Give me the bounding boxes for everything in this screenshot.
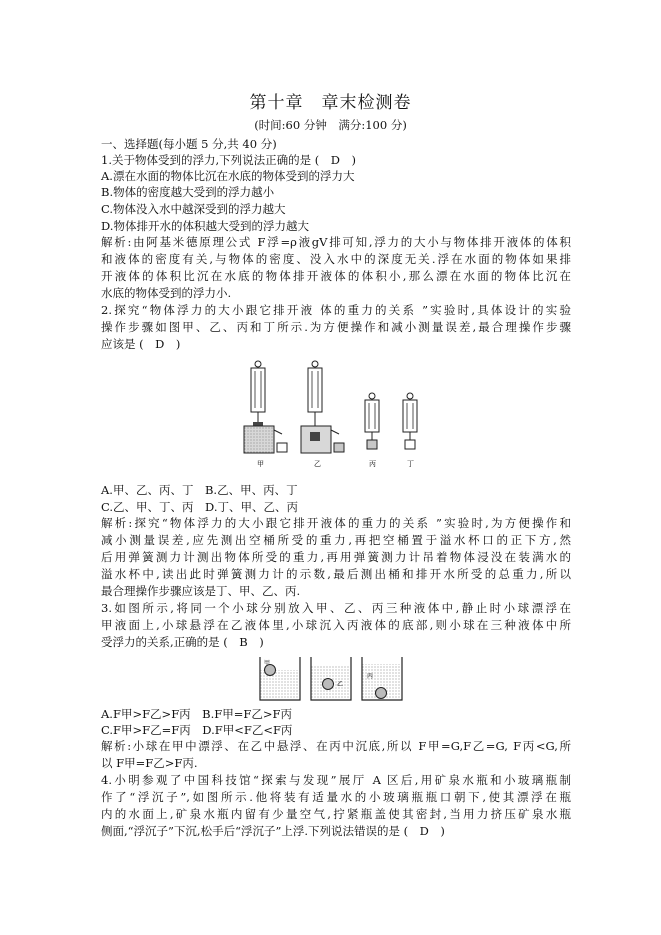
q2-analysis-line: 最合理操作步骤应该是丁、甲、乙、丙.: [101, 584, 301, 598]
q1-option-a: A.漂在水面的物体比沉在水底的物体受到的浮力大: [101, 169, 355, 183]
figure-yi: [301, 361, 344, 468]
q1-option-c: C.物体没入水中越深受到的浮力越大: [101, 202, 286, 216]
figure-label: 丙: [367, 673, 374, 680]
q4-stem-line: 内的水面上,矿泉水瓶内留有少量空气,拧紧瓶盖使其密封,当用力挤压矿泉水瓶: [101, 807, 571, 821]
figure-bing: [365, 393, 379, 468]
q3-options-ab: A.F甲>F乙>F丙 B.F甲=F乙>F丙: [101, 707, 292, 721]
q3-stem-line: 受浮力的关系,正确的是 ( B ): [101, 635, 264, 649]
q1-option-b: B.物体的密度越大受到的浮力越小: [101, 185, 275, 199]
q4-stem-line: 4.小明参观了中国科技馆“探索与发现”展厅 A 区后,用矿泉水瓶和小玻璃瓶制: [101, 773, 571, 787]
q3-analysis-line: 解析:小球在甲中漂浮、在乙中悬浮、在丙中沉底,所以 F甲=G,F乙=G, F丙<G,所: [101, 739, 571, 753]
figure-label: 丙: [369, 460, 376, 468]
figure-label: 甲: [264, 660, 271, 667]
q2-stem-line: 2.探究“物体浮力的大小跟它排开液 体的重力的关系 ”实验时,具体设计的实验: [101, 303, 571, 317]
q2-analysis-line: 后用弹簧测力计测出物体所受的重力,再用弹簧测力计吊着物体浸没在装满水的: [101, 550, 571, 564]
q1-analysis-line: 开液体的体积比沉在水底的物体排开液体的体积小,那么漂在水面的物体比沉在: [101, 269, 571, 283]
exam-info: (时间:60 分钟 满分:100 分): [254, 118, 407, 132]
beaker-bing: [362, 657, 402, 700]
q2-analysis-line: 溢水杯中,读出此时弹簧测力计的示数,最后测出桶和排开水所受的总重力,所以: [101, 567, 571, 581]
q3-analysis-line: 以 F甲=F乙>F丙.: [101, 756, 198, 770]
q1-analysis-line: 水底的物体受到的浮力小.: [101, 286, 232, 300]
q3-beakers-figure: [257, 654, 405, 704]
figure-jia: [244, 361, 287, 468]
page-title: 第十章 章末检测卷: [249, 93, 412, 113]
q4-stem-line: 侧面,“浮沉子”下沉,松手后“浮沉子”上浮.下列说法错误的是 ( D ): [101, 824, 445, 838]
q3-options-cd: C.F甲>F乙=F丙 D.F甲<F乙<F丙: [101, 723, 293, 737]
q2-options-cd: C.乙、甲、丁、丙 D.丁、甲、乙、丙: [101, 500, 299, 514]
q4-stem-line: 作了“浮沉子”,如图所示.他将装有适量水的小玻璃瓶瓶口朝下,使其漂浮在瓶: [101, 790, 571, 804]
q3-stem-line: 甲液面上,小球悬浮在乙液体里,小球沉入丙液体的底部,则小球在三种液体中所: [101, 618, 571, 632]
q2-analysis-line: 解析:探究“物体浮力的大小跟它排开液体的重力的关系 ”实验时,为方便操作和: [101, 516, 571, 530]
q2-analysis-line: 减小测量误差,应先测出空桶所受的重力,再把空桶置于溢水杯口的正下方,然: [101, 533, 571, 547]
figure-label: 乙: [337, 681, 344, 688]
q1-stem: 1.关于物体受到的浮力,下列说法正确的是 ( D ): [101, 153, 356, 167]
q1-analysis-line: 和液体的密度有关,与物体的密度、没入水中的深度无关.浮在水面的物体如果排: [101, 252, 571, 266]
q1-option-d: D.物体排开水的体积越大受到的浮力越大: [101, 219, 309, 233]
beaker-jia: [260, 657, 300, 700]
q3-stem-line: 3.如图所示,将同一个小球分别放入甲、乙、丙三种液体中,静止时小球漂浮在: [101, 601, 571, 615]
q2-stem-line: 操作步骤如图甲、乙、丙和丁所示.为方便操作和减小测量误差,最合理操作步骤: [101, 320, 571, 334]
figure-label: 乙: [314, 460, 321, 468]
figure-ding: [403, 393, 417, 468]
figure-label: 丁: [407, 460, 414, 468]
beaker-yi: [311, 657, 351, 700]
q1-analysis-line: 解析:由阿基米德原理公式 F浮=ρ液gV排可知,浮力的大小与物体排开液体的体积: [101, 235, 571, 249]
q2-stem-line: 应该是 ( D ): [101, 337, 181, 351]
q2-experiment-figure: [238, 358, 426, 480]
section-heading: 一、选择题(每小题 5 分,共 40 分): [101, 137, 277, 151]
figure-label: 甲: [257, 460, 264, 468]
q2-options-ab: A.甲、乙、丙、丁 B.乙、甲、丙、丁: [101, 483, 298, 497]
